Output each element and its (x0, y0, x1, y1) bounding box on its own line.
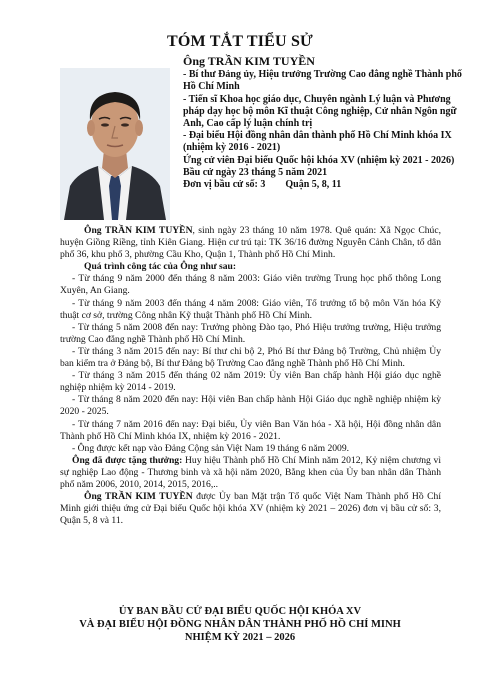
profile-line: - Tiến sĩ Khoa học giáo dục, Chuyên ngành Lý luận và Phương pháp dạy học bộ môn Kĩ thuật Công nghiệp, Cử nhân Ngôn ngữ Anh, Cao cấp lý luận chính trị (183, 93, 457, 130)
portrait-image (60, 68, 170, 220)
awards-text: Huy hiệu Thành phố Hồ Chí Minh năm 2012, Kỷ niệm chương vì sự nghiệp Lao động - Thương binh và xã hội năm 2020, Bằng khen của Ủy ban nhân dân Thành phố năm 2006, 2010, 2014, 2015, 2016,.. (60, 454, 442, 490)
profile-line: Đơn vị bầu cử số: 3 Quận 5, 8, 11 (183, 179, 342, 191)
profile-line: - Đại biểu Hội đồng nhân dân thành phố Hồ Chí Minh khóa IX (nhiệm kỳ 2016 - 2021) (183, 130, 452, 154)
footer-line: NHIỆM KỲ 2021 – 2026 (184, 632, 296, 643)
awards-label: Ông đã được tặng thưởng: (72, 454, 183, 466)
nomination-paragraph (60, 491, 441, 527)
work-history-heading: Quá trình công tác của Ông như sau: (84, 261, 237, 273)
intro-paragraph (60, 225, 441, 261)
work-item: - Từ tháng 3 năm 2015 đến tháng 02 năm 2019: Ủy viên Ban chấp hành Hội giáo dục nghề nghiệp nhiệm kỳ 2014 - 2019. (60, 370, 441, 394)
work-item: - Từ tháng 9 năm 2000 đến tháng 8 năm 2003: Giáo viên trường Trung học phổ thông Long Xuyên, An Giang. (60, 273, 441, 297)
footer-line: VÀ ĐẠI BIỂU HỘI ĐỒNG NHÂN DÂN THÀNH PHỐ HỒ CHÍ MINH (79, 619, 401, 630)
issuing-committee (0, 605, 480, 644)
awards-paragraph (60, 455, 441, 491)
nomination-name: Ông TRẦN KIM TUYỀN (84, 491, 193, 503)
page-title: TÓM TẮT TIỂU SỬ (166, 33, 313, 50)
nomination-text: được Ủy ban Mặt trận Tổ quốc Việt Nam Thành phố Hồ Chí Minh giới thiệu ứng cử Đại biểu Quốc hội khóa XV (nhiệm kỳ 2021 – 2026) đơn vị bầu cử số: 3, Quận 5, 8 và 11. (60, 491, 441, 527)
profile-line: - Bí thư Đảng ủy, Hiệu trưởng Trường Cao đẳng nghề Thành phố Hồ Chí Minh (183, 69, 462, 93)
footer-line: ỦY BAN BẦU CỬ ĐẠI BIỂU QUỐC HỘI KHÓA XV (118, 606, 362, 617)
biography-body (60, 225, 441, 527)
candidate-portrait (60, 68, 170, 220)
work-item: - Từ tháng 8 năm 2020 đến nay: Hội viên Ban chấp hành Hội Giáo dục nghề nghiệp nhiệm kỳ 2020 - 2025. (60, 394, 441, 418)
work-item: - Ông được kết nạp vào Đảng Cộng sản Việt Nam 19 tháng 6 năm 2009. (72, 442, 350, 454)
profile-line: Ứng cử viên Đại biểu Quốc hội khóa XV (nhiệm kỳ 2021 - 2026) (183, 154, 455, 166)
intro-text: , sinh ngày 23 tháng 10 năm 1978. Quê quán: Xã Ngọc Chúc, huyện Giồng Riềng, tỉnh Kiên Giang. Hiện cư trú tại: TK 36/16 đường Nguyễn Cảnh Chân, tổ dân phố 36, khu phố 3, phường Cầu Kho, Quận 1, Thành phố Hồ Chí Minh. (60, 225, 441, 261)
candidate-profile-summary (183, 55, 473, 191)
candidate-name-heading: Ông TRẦN KIM TUYỀN (183, 54, 315, 68)
work-item: - Từ tháng 9 năm 2003 đến tháng 4 năm 2008: Giáo viên, Tổ trưởng tổ bộ môn Văn hóa Kỹ thuật cơ sở, trường Công nhân Kỹ thuật Thành phố Hồ Chí Minh. (60, 297, 441, 321)
intro-name: Ông TRẦN KIM TUYỀN (84, 225, 193, 236)
work-item: - Từ tháng 3 năm 2015 đến nay: Bí thư chi bộ 2, Phó Bí thư Đảng bộ Trường, Chủ nhiệm Ủy ban kiểm tra ở Đảng bộ, Bí thư Đảng bộ Trường Cao đẳng nghề Thành phố Hồ Chí Minh. (60, 345, 441, 370)
work-item: - Từ tháng 5 năm 2008 đến nay: Trưởng phòng Đào tạo, Phó Hiệu trưởng trường, Hiệu trưởng trường Cao đẳng nghề Thành phố Hồ Chí Minh. (60, 321, 441, 345)
profile-line: Bầu cử ngày 23 tháng 5 năm 2021 (183, 166, 328, 178)
work-item: - Từ tháng 7 năm 2016 đến nay: Đại biểu, Ủy viên Ban Văn hóa - Xã hội, Hội đồng nhân dân Thành phố Hồ Chí Minh khóa IX, nhiệm kỳ 2016 - 2021. (60, 418, 441, 442)
